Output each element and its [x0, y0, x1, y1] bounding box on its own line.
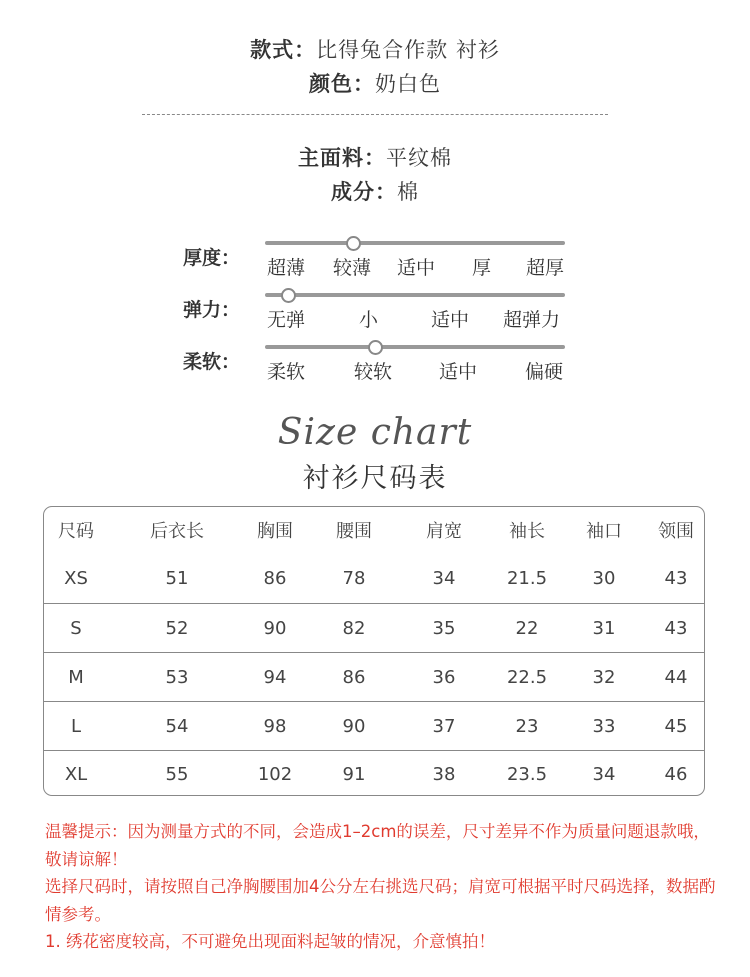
composition-label: 成分： [331, 180, 397, 204]
thickness-indicator [346, 236, 361, 251]
table-cell: 82 [342, 618, 366, 639]
main-fabric-value: 平纹棉 [386, 146, 452, 170]
table-cell: 54 [165, 716, 189, 737]
style-label: 款式： [250, 38, 317, 62]
size-table [43, 506, 705, 796]
softness-option: 适中 [439, 361, 478, 383]
composition-value: 棉 [397, 180, 419, 204]
table-cell: 23 [515, 716, 539, 737]
thickness-option: 超薄 [267, 257, 306, 279]
softness-label: 柔软： [183, 351, 241, 373]
softness-option: 偏硬 [525, 361, 564, 383]
table-cell: 44 [664, 667, 688, 688]
table-cell: XS [64, 567, 88, 589]
table-cell: 86 [263, 567, 287, 589]
elasticity-label: 弹力： [183, 299, 241, 321]
table-cell: 46 [664, 764, 688, 785]
table-cell: 86 [342, 667, 366, 688]
thickness-option: 较薄 [333, 257, 372, 279]
table-cell: 94 [263, 667, 287, 688]
table-cell: 32 [592, 667, 616, 688]
table-cell: 31 [592, 618, 616, 639]
thickness-option: 超厚 [526, 257, 565, 279]
main-fabric-label: 主面料： [298, 146, 386, 170]
table-cell: 21.5 [506, 567, 548, 589]
column-header: 袖口 [586, 521, 622, 542]
color-label: 颜色： [309, 72, 375, 96]
table-row [44, 553, 704, 603]
main-fabric-line [0, 142, 750, 172]
column-header: 后衣长 [150, 521, 204, 542]
style-value: 比得兔合作款 衬衫 [316, 38, 500, 62]
softness-option: 柔软 [267, 361, 306, 383]
elasticity-option: 超弹力 [503, 309, 561, 331]
thickness-label: 厚度： [183, 247, 241, 269]
column-header: 胸围 [257, 521, 293, 542]
size-chart-title: 衬衫尺码表 [302, 463, 448, 494]
table-cell: 90 [263, 618, 287, 639]
table-cell: 98 [263, 716, 287, 737]
thickness-option: 适中 [397, 257, 436, 279]
table-cell: 55 [165, 764, 189, 785]
table-cell: 90 [342, 716, 366, 737]
table-cell: 43 [664, 618, 688, 639]
table-cell: 45 [664, 716, 688, 737]
dashed-divider [142, 114, 608, 115]
table-cell: 36 [432, 667, 456, 688]
column-header: 袖长 [509, 521, 545, 542]
table-row [44, 603, 704, 653]
composition-line [0, 176, 750, 206]
color-line [0, 68, 750, 98]
table-cell: 102 [257, 764, 293, 785]
softness-track [265, 345, 565, 349]
table-cell: 35 [432, 618, 456, 639]
table-cell: 51 [165, 567, 189, 589]
table-header-row [44, 507, 704, 553]
notes [45, 818, 725, 956]
note-measurement-tolerance: 温馨提示：因为测量方式的不同，会造成1–2cm的误差，尺寸差异不作为质量问题退款哦，敬请谅解！ [45, 822, 710, 869]
table-cell: S [70, 618, 82, 639]
note-size-selection: 选择尺码时，请按照自己净胸腰围加4公分左右挑选尺码；肩宽可根据平时尺码选择，数据酌情参考。 [45, 877, 716, 924]
softness-indicator [368, 340, 383, 355]
style-line [0, 34, 750, 64]
table-row [44, 701, 704, 751]
table-cell: 22.5 [506, 667, 548, 688]
column-header: 腰围 [336, 521, 372, 542]
elasticity-option: 适中 [431, 309, 470, 331]
table-cell: 38 [432, 764, 456, 785]
table-cell: L [70, 716, 82, 737]
table-cell: 34 [592, 764, 616, 785]
thickness-track [265, 241, 565, 245]
table-row [44, 652, 704, 702]
table-cell: 78 [342, 567, 366, 589]
column-header: 肩宽 [426, 521, 462, 542]
table-cell: 37 [432, 716, 456, 737]
note-embroidery: 1. 绣花密度较高，不可避免出现面料起皱的情况，介意慎拍！ [45, 932, 495, 951]
table-cell: 22 [515, 618, 539, 639]
table-cell: 23.5 [506, 764, 548, 785]
elasticity-option: 小 [359, 309, 379, 331]
table-cell: 43 [664, 567, 688, 589]
table-cell: 34 [432, 567, 456, 589]
table-cell: 91 [342, 764, 366, 785]
column-header: 领围 [658, 521, 694, 542]
elasticity-option: 无弹 [267, 309, 306, 331]
column-header: 尺码 [58, 521, 94, 542]
table-cell: 53 [165, 667, 189, 688]
elasticity-track [265, 293, 565, 297]
color-value: 奶白色 [375, 72, 441, 96]
softness-option: 较软 [354, 361, 393, 383]
table-cell: M [68, 667, 84, 688]
table-cell: 30 [592, 567, 616, 589]
table-cell: 52 [165, 618, 189, 639]
table-row [44, 750, 704, 796]
table-cell: 33 [592, 716, 616, 737]
elasticity-indicator [281, 288, 296, 303]
thickness-option: 厚 [472, 257, 492, 279]
size-chart-script-title: Size chart [277, 412, 473, 453]
table-cell: XL [64, 764, 88, 785]
